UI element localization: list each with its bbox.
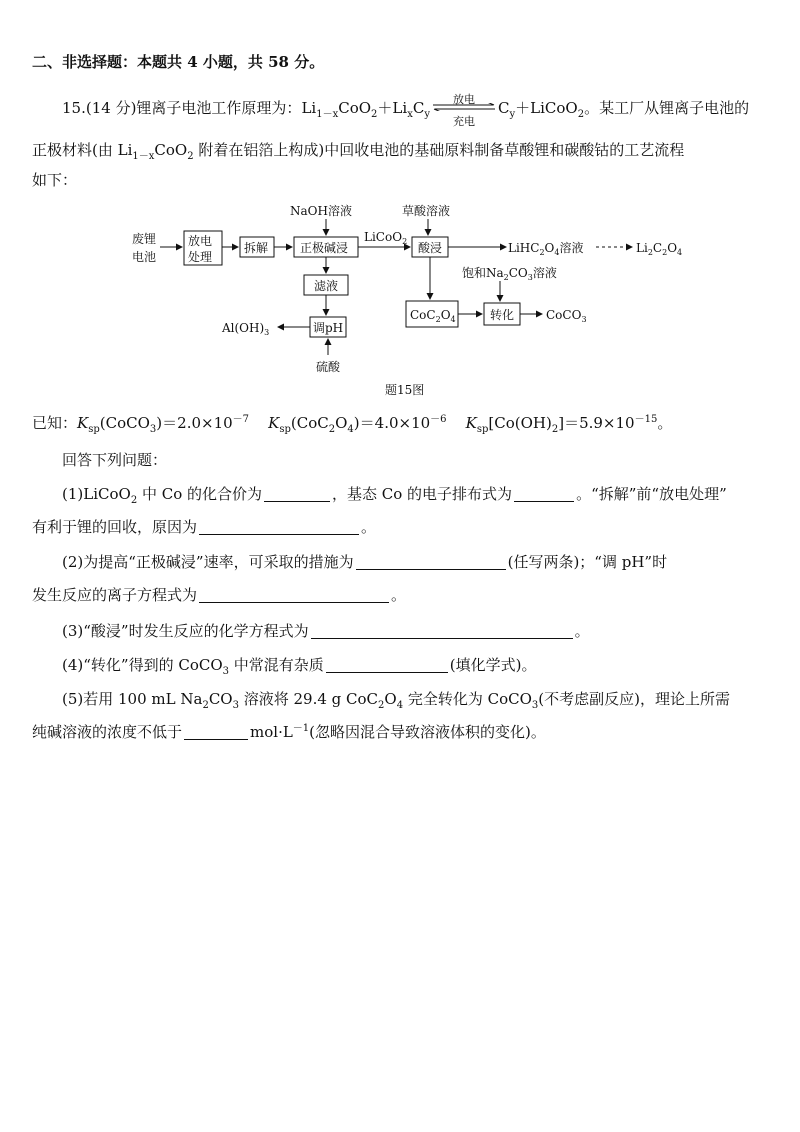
formula-sub: 2 xyxy=(328,424,336,435)
known-prefix: 已知： xyxy=(32,414,78,432)
formula-sub: sp xyxy=(279,424,291,435)
coc2o4-label: $CoC_2O_4$ xyxy=(410,308,456,324)
coco3-product-label: CoCO$_3$ xyxy=(546,308,587,324)
intro-text: 正极材料(由 Li xyxy=(32,141,133,159)
q2-text: 发生反应的离子方程式为 xyxy=(32,586,198,604)
formula: Li xyxy=(392,99,408,117)
q1-text: 。“拆解”前“放电处理” xyxy=(576,485,727,503)
q3-text: 。 xyxy=(574,622,590,640)
exponent: －7 xyxy=(232,414,250,425)
q1-text: 。 xyxy=(361,518,377,536)
filtrate-label: 滤液 xyxy=(314,279,339,293)
sat-na2co3-label: 饱和$Na_2CO_3$溶液 xyxy=(462,266,557,282)
q1-text: 有利于锂的回收，原因为 xyxy=(32,518,198,536)
q1-text: ，基态 Co 的电子排布式为 xyxy=(332,485,513,503)
ksp-value: )＝4.0×10 xyxy=(353,414,431,432)
unit: mol·L xyxy=(250,723,293,741)
q5-text: (不考虑副反应)，理论上所需 xyxy=(538,690,731,708)
q2-text: (任写两条)；“调 pH”时 xyxy=(507,553,668,571)
licoo2-label: LiCoO$_2$ xyxy=(364,230,408,246)
formula-sub: 2 xyxy=(551,424,559,435)
question-intro-line-1 xyxy=(62,93,782,128)
q2-line-2 xyxy=(32,585,782,605)
q2-line-1 xyxy=(62,552,782,572)
q5-text: (5)若用 100 mL Na xyxy=(62,690,203,708)
discharge-box-label: 处理 xyxy=(188,250,213,264)
q1-line-2 xyxy=(32,517,782,537)
q4-text: (4)“转化”得到的 CoCO xyxy=(62,656,223,674)
formula: Li xyxy=(301,99,317,117)
ksp-value: ]＝5.9×10 xyxy=(558,414,635,432)
q3-line xyxy=(62,621,782,641)
q5-text: (忽略因混合导致溶液体积的变化)。 xyxy=(309,723,546,741)
q5-line-1 xyxy=(62,689,782,709)
formula: CO xyxy=(208,690,233,708)
answer-blank[interactable] xyxy=(264,487,330,502)
ksp-symbol: K xyxy=(465,414,477,432)
oxalic-acid-label: 草酸溶液 xyxy=(402,204,451,218)
formula-sub: 4 xyxy=(347,424,354,435)
formula: [Co(OH) xyxy=(488,414,552,432)
q4-text: (填化学式)。 xyxy=(449,656,537,674)
dismantle-label: 拆解 xyxy=(244,241,269,255)
q4-text: 中常混有杂质 xyxy=(229,656,324,674)
plus-sign: ＋ xyxy=(515,99,531,117)
formula: C xyxy=(412,99,425,117)
answer-blank[interactable] xyxy=(199,520,359,535)
process-flow-diagram xyxy=(0,195,800,380)
question-intro-line-2 xyxy=(32,140,782,160)
q2-text: 。 xyxy=(391,586,407,604)
q4-line xyxy=(62,655,782,675)
figure-caption: 题15图 xyxy=(385,383,425,397)
formula-sub: 2 xyxy=(577,109,585,120)
exponent: －6 xyxy=(430,414,447,425)
answer-prompt: 回答下列问题： xyxy=(62,451,168,469)
answer-blank[interactable] xyxy=(311,624,573,639)
formula: (CoCO xyxy=(99,414,150,432)
formula: LiCoO xyxy=(530,99,578,117)
formula-sub: 1－x xyxy=(132,151,155,162)
formula-sub: x xyxy=(407,109,413,120)
formula-sub: y xyxy=(509,109,516,120)
answer-blank[interactable] xyxy=(514,487,574,502)
formula: (CoC xyxy=(290,414,329,432)
question-number: 15. xyxy=(62,99,86,117)
sulfuric-acid-label: 硫酸 xyxy=(316,360,341,374)
discharge-label: 放电 xyxy=(452,93,475,106)
adjust-ph-label: 调pH xyxy=(313,321,344,335)
plus-sign: ＋ xyxy=(377,99,393,117)
answer-blank[interactable] xyxy=(184,725,248,740)
formula-sub: 2 xyxy=(371,109,378,120)
formula-sub: 2 xyxy=(130,495,138,506)
alkali-leach-label: 正极碱浸 xyxy=(300,241,349,255)
answer-blank[interactable] xyxy=(199,588,389,603)
q1-text: (1)LiCoO xyxy=(62,485,131,503)
ksp-symbol: K xyxy=(77,414,89,432)
q5-text: 完全转化为 CoCO xyxy=(403,690,532,708)
formula-sub: 2 xyxy=(202,700,209,711)
li2c2o4-label: $Li_2C_2O_4$ xyxy=(636,241,683,257)
intro-text: 。某工厂从锂离子电池的 xyxy=(584,99,750,117)
discharge-box-label: 放电 xyxy=(188,234,213,248)
lihc2o4-solution-label: $LiHC_2O_4$溶液 xyxy=(508,241,584,257)
formula-sub: 3 xyxy=(232,700,239,711)
formula: C xyxy=(497,99,510,117)
exponent: －15 xyxy=(634,414,658,425)
q1-text: 中 Co 的化合价为 xyxy=(137,485,263,503)
answer-blank[interactable] xyxy=(356,555,506,570)
q3-text: (3)“酸浸”时发生反应的化学方程式为 xyxy=(62,622,309,640)
reversible-arrow xyxy=(433,93,495,128)
ksp-value: )＝2.0×10 xyxy=(156,414,233,432)
formula-sub: y xyxy=(424,109,430,120)
formula-sub: 1－x xyxy=(316,109,339,120)
q1-line-1 xyxy=(62,484,782,504)
formula-sub: sp xyxy=(476,424,489,435)
formula: O xyxy=(384,690,397,708)
waste-battery-label: 电池 xyxy=(132,250,157,264)
formula-sub: 3 xyxy=(149,424,157,435)
aloh3-label: $Al(OH)_3$ xyxy=(222,321,270,337)
answer-blank[interactable] xyxy=(326,658,448,673)
q2-text: (2)为提高“正极碱浸”速率，可采取的措施为 xyxy=(62,553,354,571)
waste-battery-label: 废锂 xyxy=(132,232,157,246)
known-ksp-line xyxy=(32,413,782,433)
ksp-symbol: K xyxy=(268,414,280,432)
double-arrow-icon xyxy=(433,103,495,111)
intro-text: 附着在铝箔上构成)中回收电池的基础原料制备草酸锂和碳酸钴的工艺流程 xyxy=(193,141,685,159)
intro-text: 锂离子电池工作原理为： xyxy=(136,99,302,117)
formula: O xyxy=(335,414,348,432)
formula: CoO xyxy=(154,141,188,159)
formula-sub: 3 xyxy=(222,666,230,677)
conversion-label: 转化 xyxy=(490,308,515,322)
punct: 。 xyxy=(657,414,673,432)
formula: CoO xyxy=(338,99,372,117)
question-score: (14 分) xyxy=(85,99,137,117)
naoh-solution-label: NaOH溶液 xyxy=(290,204,352,218)
section-header: 二、非选择题：本题共 4 小题，共 58 分。 xyxy=(32,53,325,71)
q5-text: 纯碱溶液的浓度不低于 xyxy=(32,723,183,741)
formula-sub: 2 xyxy=(378,700,385,711)
exponent: －1 xyxy=(292,723,310,734)
charge-label: 充电 xyxy=(452,115,475,128)
formula-sub: sp xyxy=(88,424,100,435)
formula-sub: 2 xyxy=(187,151,194,162)
formula-sub: 4 xyxy=(396,700,404,711)
q5-line-2 xyxy=(32,722,782,742)
question-intro-line-3: 如下： xyxy=(32,171,78,189)
q5-text: 溶液将 29.4 g CoC xyxy=(238,690,379,708)
formula-sub: 3 xyxy=(531,700,539,711)
acid-leach-label: 酸浸 xyxy=(418,241,443,255)
